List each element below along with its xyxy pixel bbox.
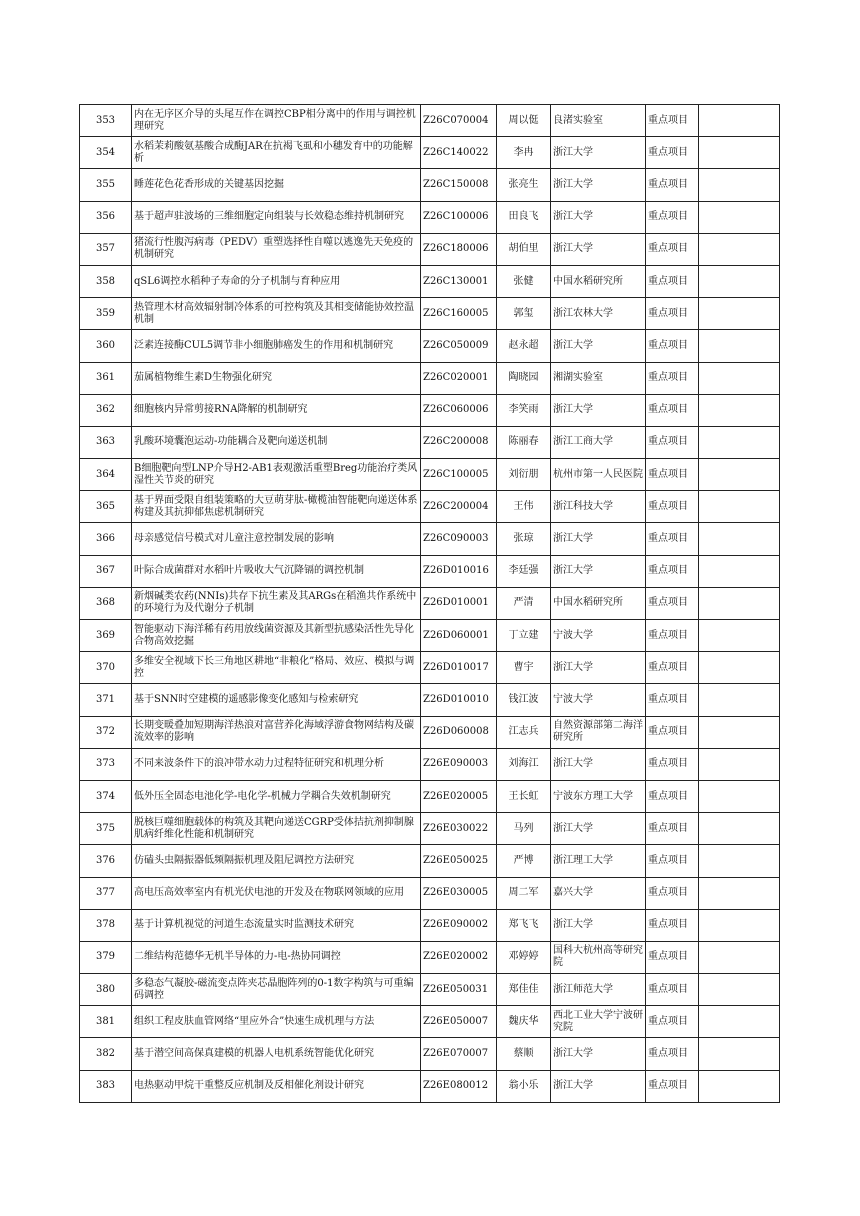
institution-cell: 浙江农林大学 [551,298,646,330]
empty-cell [699,1038,780,1070]
table-row [80,845,780,877]
empty-cell [699,137,780,169]
row-number-cell: 377 [80,877,132,909]
table-row [80,265,780,297]
project-type-cell: 重点项目 [646,265,699,297]
table-row [80,362,780,394]
principal-investigator-cell: 翁小乐 [497,1070,551,1102]
project-type-cell: 重点项目 [646,426,699,458]
project-code-cell: Z26D060008 [421,716,497,748]
project-code-cell: Z26E080012 [421,1070,497,1102]
project-title-cell: 多维安全视域下长三角地区耕地“非粮化”格局、效应、模拟与调控 [132,652,421,684]
table-row [80,620,780,652]
institution-cell: 浙江大学 [551,330,646,362]
table-row [80,169,780,201]
row-number-cell: 359 [80,298,132,330]
project-code-cell: Z26C140022 [421,137,497,169]
institution-cell: 浙江大学 [551,909,646,941]
project-type-cell: 重点项目 [646,298,699,330]
table-row [80,684,780,716]
empty-cell [699,523,780,555]
principal-investigator-cell: 严清 [497,587,551,619]
row-number-cell: 362 [80,394,132,426]
project-type-cell: 重点项目 [646,909,699,941]
row-number-cell: 356 [80,201,132,233]
institution-cell: 自然资源部第二海洋研究所 [551,716,646,748]
empty-cell [699,620,780,652]
project-code-cell: Z26D060001 [421,620,497,652]
empty-cell [699,426,780,458]
project-title-cell: 泛素连接酶CUL5调节非小细胞肺癌发生的作用和机制研究 [132,330,421,362]
project-code-cell: Z26D010017 [421,652,497,684]
empty-cell [699,941,780,973]
row-number-cell: 372 [80,716,132,748]
principal-investigator-cell: 郑佳佳 [497,974,551,1006]
principal-investigator-cell: 丁立建 [497,620,551,652]
row-number-cell: 374 [80,780,132,812]
empty-cell [699,1006,780,1038]
table-row [80,201,780,233]
empty-cell [699,105,780,137]
row-number-cell: 364 [80,459,132,491]
empty-cell [699,909,780,941]
institution-cell: 浙江理工大学 [551,845,646,877]
principal-investigator-cell: 郑飞飞 [497,909,551,941]
table-row [80,137,780,169]
institution-cell: 湘湖实验室 [551,362,646,394]
project-title-cell: 新烟碱类农药(NNIs)共存下抗生素及其ARGs在稻渔共作系统中的环境行为及代谢分子机制 [132,587,421,619]
table-row [80,426,780,458]
table-row [80,587,780,619]
table-row [80,652,780,684]
table-row [80,233,780,265]
project-type-cell: 重点项目 [646,941,699,973]
principal-investigator-cell: 马列 [497,813,551,845]
empty-cell [699,877,780,909]
row-number-cell: 382 [80,1038,132,1070]
project-code-cell: Z26C060006 [421,394,497,426]
project-title-cell: 仿磕头虫隔振器低频隔振机理及阻尼调控方法研究 [132,845,421,877]
project-type-cell: 重点项目 [646,1038,699,1070]
empty-cell [699,459,780,491]
project-code-cell: Z26C020001 [421,362,497,394]
project-code-cell: Z26C100006 [421,201,497,233]
institution-cell: 浙江大学 [551,813,646,845]
project-code-cell: Z26E020005 [421,780,497,812]
project-code-cell: Z26E090002 [421,909,497,941]
row-number-cell: 357 [80,233,132,265]
empty-cell [699,169,780,201]
project-type-cell: 重点项目 [646,169,699,201]
institution-cell: 浙江大学 [551,201,646,233]
project-type-cell: 重点项目 [646,491,699,523]
principal-investigator-cell: 曹宇 [497,652,551,684]
empty-cell [699,362,780,394]
table-row [80,491,780,523]
project-code-cell: Z26C180006 [421,233,497,265]
empty-cell [699,748,780,780]
institution-cell: 浙江大学 [551,1038,646,1070]
project-type-cell: 重点项目 [646,105,699,137]
principal-investigator-cell: 郭玺 [497,298,551,330]
principal-investigator-cell: 张亮生 [497,169,551,201]
institution-cell: 宁波大学 [551,620,646,652]
empty-cell [699,330,780,362]
project-title-cell: 细胞核内异常剪接RNA降解的机制研究 [132,394,421,426]
row-number-cell: 354 [80,137,132,169]
empty-cell [699,394,780,426]
empty-cell [699,491,780,523]
row-number-cell: 355 [80,169,132,201]
row-number-cell: 353 [80,105,132,137]
project-type-cell: 重点项目 [646,587,699,619]
table-row [80,780,780,812]
project-code-cell: Z26D010001 [421,587,497,619]
principal-investigator-cell: 王长虹 [497,780,551,812]
project-code-cell: Z26C200004 [421,491,497,523]
principal-investigator-cell: 张健 [497,265,551,297]
table-row [80,1038,780,1070]
project-title-cell: 基于界面受限自组装策略的大豆萌芽肽-橄榄油智能靶向递送体系构建及其抗抑郁焦虑机制研究 [132,491,421,523]
principal-investigator-cell: 周二军 [497,877,551,909]
table-row [80,1070,780,1102]
row-number-cell: 380 [80,974,132,1006]
empty-cell [699,716,780,748]
project-type-cell: 重点项目 [646,201,699,233]
row-number-cell: 378 [80,909,132,941]
project-table-body [80,105,780,1103]
principal-investigator-cell: 刘海江 [497,748,551,780]
row-number-cell: 373 [80,748,132,780]
project-code-cell: Z26C050009 [421,330,497,362]
principal-investigator-cell: 周以侹 [497,105,551,137]
project-title-cell: 多稳态气凝胶-磁流变点阵夹芯晶胞阵列的0-1数字构筑与可重编码调控 [132,974,421,1006]
principal-investigator-cell: 钱江波 [497,684,551,716]
project-title-cell: 基于潜空间高保真建模的机器人电机系统智能优化研究 [132,1038,421,1070]
project-title-cell: 电热驱动甲烷干重整反应机制及反相催化剂设计研究 [132,1070,421,1102]
table-row [80,555,780,587]
institution-cell: 浙江大学 [551,137,646,169]
project-type-cell: 重点项目 [646,394,699,426]
table-row [80,394,780,426]
principal-investigator-cell: 刘衍朋 [497,459,551,491]
institution-cell: 浙江大学 [551,555,646,587]
principal-investigator-cell: 李廷强 [497,555,551,587]
empty-cell [699,265,780,297]
project-code-cell: Z26E030022 [421,813,497,845]
row-number-cell: 383 [80,1070,132,1102]
project-code-cell: Z26E050025 [421,845,497,877]
empty-cell [699,684,780,716]
project-code-cell: Z26E030005 [421,877,497,909]
institution-cell: 浙江大学 [551,394,646,426]
row-number-cell: 376 [80,845,132,877]
institution-cell: 浙江科技大学 [551,491,646,523]
project-title-cell: 基于超声驻波场的三维细胞定向组装与长效稳态维持机制研究 [132,201,421,233]
project-title-cell: 水稻茉莉酸氨基酸合成酶JAR在抗褐飞虱和小穗发育中的功能解析 [132,137,421,169]
principal-investigator-cell: 魏庆华 [497,1006,551,1038]
institution-cell: 浙江大学 [551,652,646,684]
institution-cell: 浙江大学 [551,1070,646,1102]
table-row [80,941,780,973]
project-type-cell: 重点项目 [646,684,699,716]
principal-investigator-cell: 李笑雨 [497,394,551,426]
institution-cell: 杭州市第一人民医院 [551,459,646,491]
principal-investigator-cell: 田良飞 [497,201,551,233]
row-number-cell: 360 [80,330,132,362]
principal-investigator-cell: 陈丽春 [497,426,551,458]
project-type-cell: 重点项目 [646,459,699,491]
institution-cell: 浙江师范大学 [551,974,646,1006]
project-code-cell: Z26D010010 [421,684,497,716]
project-title-cell: 母亲感觉信号模式对儿童注意控制发展的影响 [132,523,421,555]
project-title-cell: 睡莲花色花香形成的关键基因挖掘 [132,169,421,201]
project-code-cell: Z26C200008 [421,426,497,458]
empty-cell [699,555,780,587]
table-row [80,974,780,1006]
project-type-cell: 重点项目 [646,555,699,587]
project-table [79,104,780,1103]
table-row [80,1006,780,1038]
row-number-cell: 369 [80,620,132,652]
principal-investigator-cell: 陶晓园 [497,362,551,394]
project-code-cell: Z26D010016 [421,555,497,587]
project-code-cell: Z26C160005 [421,298,497,330]
project-code-cell: Z26C150008 [421,169,497,201]
row-number-cell: 367 [80,555,132,587]
project-title-cell: 组织工程皮肤血管网络“里应外合”快速生成机理与方法 [132,1006,421,1038]
project-type-cell: 重点项目 [646,780,699,812]
empty-cell [699,201,780,233]
project-title-cell: qSL6调控水稻种子寿命的分子机制与育种应用 [132,265,421,297]
table-row [80,298,780,330]
institution-cell: 国科大杭州高等研究院 [551,941,646,973]
institution-cell: 浙江工商大学 [551,426,646,458]
project-code-cell: Z26E090003 [421,748,497,780]
project-title-cell: 茄属植物维生素D生物强化研究 [132,362,421,394]
project-code-cell: Z26E020002 [421,941,497,973]
project-code-cell: Z26C090003 [421,523,497,555]
principal-investigator-cell: 蔡顺 [497,1038,551,1070]
project-type-cell: 重点项目 [646,1070,699,1102]
institution-cell: 嘉兴大学 [551,877,646,909]
institution-cell: 浙江大学 [551,169,646,201]
principal-investigator-cell: 严博 [497,845,551,877]
project-type-cell: 重点项目 [646,362,699,394]
project-title-cell: 智能驱动下海洋稀有药用放线菌资源及其新型抗感染活性先导化合物高效挖掘 [132,620,421,652]
project-title-cell: 热管理木材高效辐射制冷体系的可控构筑及其相变储能协效控温机制 [132,298,421,330]
empty-cell [699,298,780,330]
project-code-cell: Z26C070004 [421,105,497,137]
empty-cell [699,233,780,265]
row-number-cell: 361 [80,362,132,394]
project-code-cell: Z26C130001 [421,265,497,297]
project-title-cell: B细胞靶向型LNP介导H2-AB1表观激活重塑Breg功能治疗类风湿性关节炎的研究 [132,459,421,491]
project-title-cell: 长期变暖叠加短期海洋热浪对富营养化海域浮游食物网结构及碳流效率的影响 [132,716,421,748]
project-title-cell: 乳酸环境囊泡运动-功能耦合及靶向递送机制 [132,426,421,458]
institution-cell: 中国水稻研究所 [551,587,646,619]
table-row [80,523,780,555]
row-number-cell: 368 [80,587,132,619]
institution-cell: 宁波大学 [551,684,646,716]
row-number-cell: 363 [80,426,132,458]
project-type-cell: 重点项目 [646,620,699,652]
table-row [80,105,780,137]
principal-investigator-cell: 张琼 [497,523,551,555]
table-row [80,748,780,780]
table-row [80,459,780,491]
project-type-cell: 重点项目 [646,748,699,780]
project-code-cell: Z26C100005 [421,459,497,491]
project-type-cell: 重点项目 [646,523,699,555]
principal-investigator-cell: 王伟 [497,491,551,523]
institution-cell: 西北工业大学宁波研究院 [551,1006,646,1038]
project-title-cell: 脱核巨噬细胞载体的构筑及其靶向递送CGRP受体拮抗剂抑制腺肌病纤维化性能和机制研究 [132,813,421,845]
principal-investigator-cell: 邓婷婷 [497,941,551,973]
project-type-cell: 重点项目 [646,974,699,1006]
empty-cell [699,974,780,1006]
empty-cell [699,813,780,845]
principal-investigator-cell: 胡伯里 [497,233,551,265]
institution-cell: 浙江大学 [551,233,646,265]
project-type-cell: 重点项目 [646,716,699,748]
project-type-cell: 重点项目 [646,845,699,877]
project-title-cell: 基于计算机视觉的河道生态流量实时监测技术研究 [132,909,421,941]
institution-cell: 浙江大学 [551,748,646,780]
empty-cell [699,780,780,812]
project-title-cell: 基于SNN时空建模的遥感影像变化感知与检索研究 [132,684,421,716]
project-title-cell: 猪流行性腹泻病毒（PEDV）重塑选择性自噬以逃逸先天免疫的机制研究 [132,233,421,265]
project-title-cell: 内在无序区介导的头尾互作在调控CBP相分离中的作用与调控机理研究 [132,105,421,137]
table-row [80,716,780,748]
institution-cell: 中国水稻研究所 [551,265,646,297]
empty-cell [699,652,780,684]
institution-cell: 浙江大学 [551,523,646,555]
row-number-cell: 375 [80,813,132,845]
row-number-cell: 365 [80,491,132,523]
project-title-cell: 二维结构范德华无机半导体的力-电-热协同调控 [132,941,421,973]
project-type-cell: 重点项目 [646,233,699,265]
table-row [80,330,780,362]
table-row [80,813,780,845]
empty-cell [699,587,780,619]
project-type-cell: 重点项目 [646,330,699,362]
principal-investigator-cell: 赵永超 [497,330,551,362]
project-type-cell: 重点项目 [646,813,699,845]
project-title-cell: 低外压全固态电池化学-电化学-机械力学耦合失效机制研究 [132,780,421,812]
row-number-cell: 371 [80,684,132,716]
project-title-cell: 高电压高效率室内有机光伏电池的开发及在物联网领域的应用 [132,877,421,909]
table-row [80,909,780,941]
row-number-cell: 381 [80,1006,132,1038]
principal-investigator-cell: 江志兵 [497,716,551,748]
project-type-cell: 重点项目 [646,1006,699,1038]
row-number-cell: 379 [80,941,132,973]
project-type-cell: 重点项目 [646,137,699,169]
project-title-cell: 叶际合成菌群对水稻叶片吸收大气沉降镉的调控机制 [132,555,421,587]
institution-cell: 宁波东方理工大学 [551,780,646,812]
project-code-cell: Z26E070007 [421,1038,497,1070]
project-type-cell: 重点项目 [646,877,699,909]
table-row [80,877,780,909]
empty-cell [699,1070,780,1102]
row-number-cell: 366 [80,523,132,555]
project-type-cell: 重点项目 [646,652,699,684]
project-title-cell: 不同来波条件下的浪冲带水动力过程特征研究和机理分析 [132,748,421,780]
project-code-cell: Z26E050031 [421,974,497,1006]
principal-investigator-cell: 李冉 [497,137,551,169]
institution-cell: 良渚实验室 [551,105,646,137]
empty-cell [699,845,780,877]
row-number-cell: 370 [80,652,132,684]
project-code-cell: Z26E050007 [421,1006,497,1038]
row-number-cell: 358 [80,265,132,297]
